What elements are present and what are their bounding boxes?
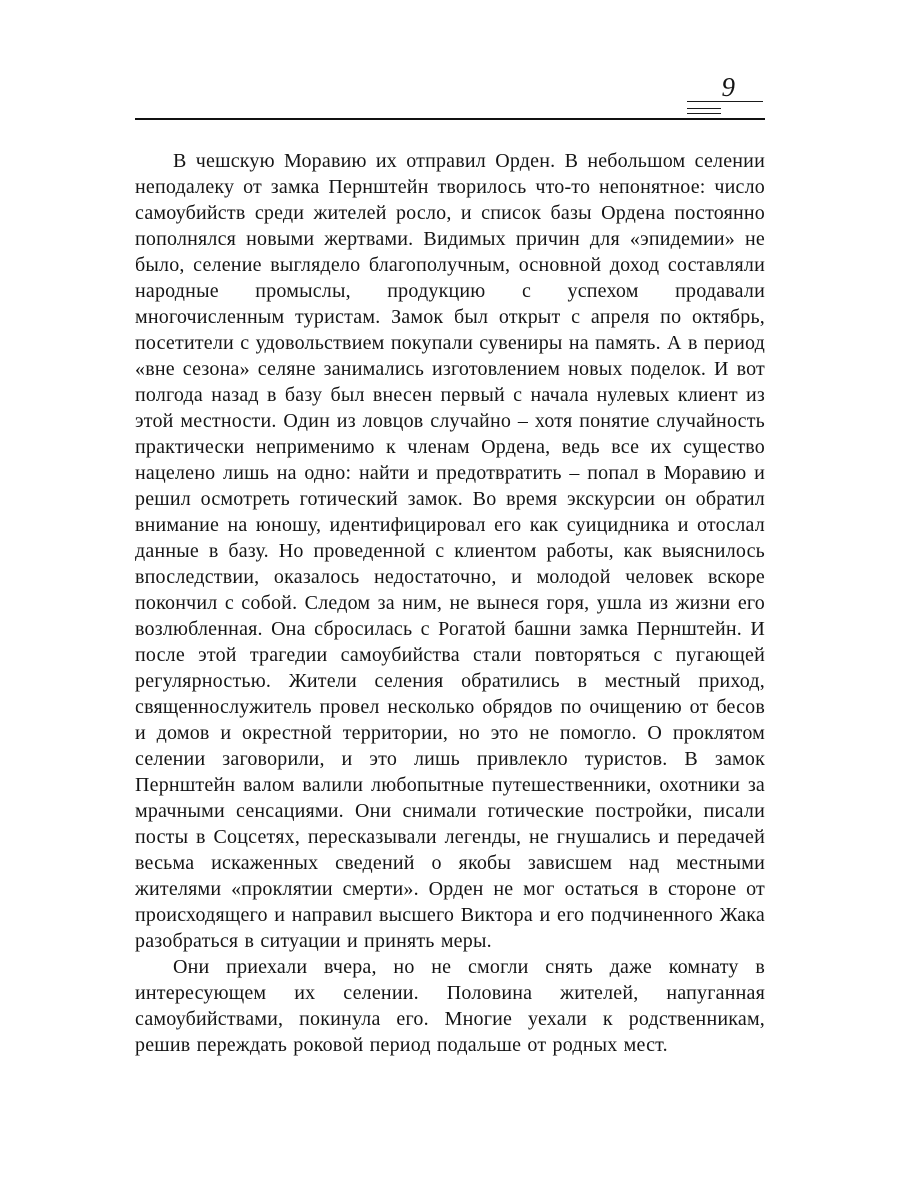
page-body-text bbox=[135, 148, 765, 1058]
paragraph-2: Они приехали вчера, но не смогли снять даже комнату в интересующем их селении. Половина жителей, напуганная самоубийствами, покинула его. Многие уехали к родственникам, решив переждать роковой период подальше от родных мест. bbox=[135, 956, 765, 1056]
running-head bbox=[135, 72, 765, 120]
header-main-rule bbox=[135, 118, 765, 120]
header-double-rule-top bbox=[687, 108, 721, 109]
paragraph-1: В чешскую Моравию их отправил Орден. В небольшом селении неподалеку от замка Пернштейн творилось что-то непонятное: число самоубийств среди жителей росло, и список базы Ордена постоянно пополнялся новыми жертвами. Видимых причин для «эпидемии» не было, селение выглядело благополучным, основной доход составляли народные промыслы, продукцию с успехом продавали многочисленным туристам. Замок был открыт с апреля по октябрь, посетители с удовольствием покупали сувениры на память. А в период «вне сезона» селяне занимались изготовлением новых поделок. И вот полгода назад в базу был внесен первый с начала нулевых клиент из этой местности. Один из ловцов случайно – хотя понятие случайность практически неприменимо к членам Ордена, ведь все их существо нацелено лишь на одно: найти и предотвратить – попал в Моравию и решил осмотреть готический замок. Во время экскурсии он обратил внимание на юношу, идентифицировал его как суицидника и отослал данные в базу. Но проведенной с клиентом работы, как выяснилось впоследствии, оказалось недостаточно, и молодой человек вскоре покончил с собой. Следом за ним, не вынеся горя, ушла из жизни его возлюбленная. Она сбросилась с Рогатой башни замка Пернштейн. И после этой трагедии самоубийства стали повторяться с пугающей регулярностью. Жители селения обратились в местный приход, священнослужитель провел несколько обрядов по очищению от бесов и домов и окрестной территории, но это не помогло. О проклятом селении заговорили, и это лишь привлекло туристов. В замок Пернштейн валом валили любопытные путешественники, охотники за мрачными сенсациями. Они снимали готические постройки, писали посты в Соцсетях, пересказывали легенды, не гнушались и передачей весьма искаженных сведений о якобы зависшем над местными жителями «проклятии смерти». Орден не мог остаться в стороне от происходящего и направил высшего Виктора и его подчиненного Жака разобраться в ситуации и принять меры. bbox=[135, 150, 765, 952]
header-short-rule bbox=[687, 101, 763, 102]
header-double-rule-bottom bbox=[687, 113, 721, 114]
page-number: 9 bbox=[721, 72, 735, 102]
